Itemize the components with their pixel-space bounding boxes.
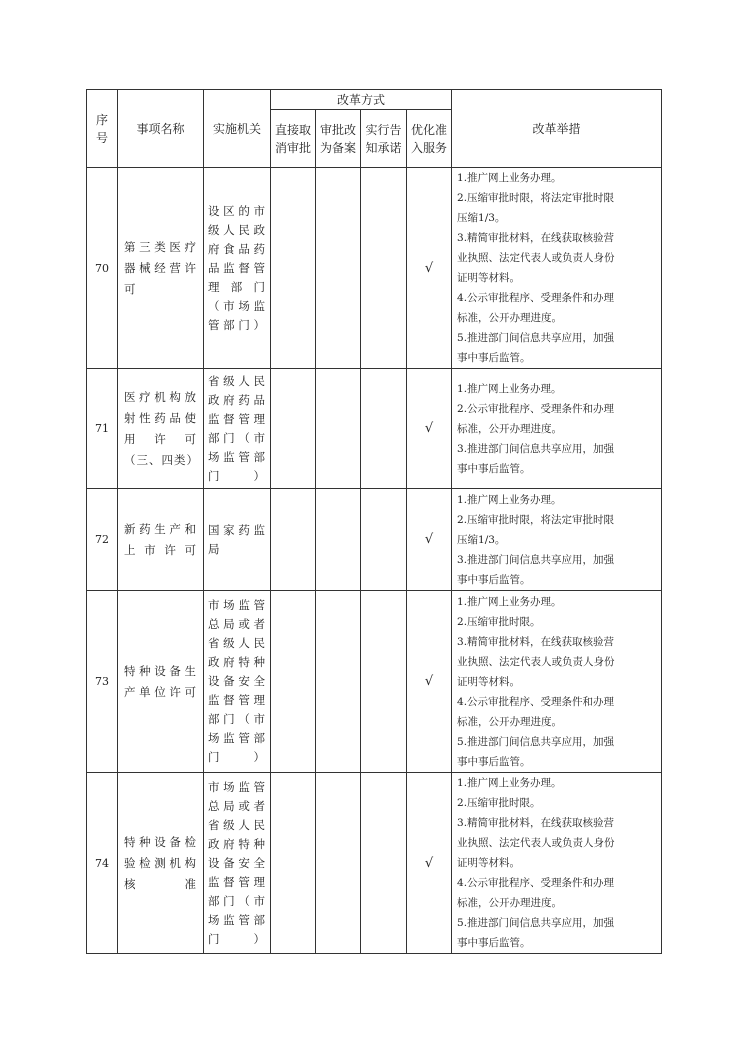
row-number: 72: [87, 489, 118, 591]
measure-line: 证明等材料。: [457, 272, 521, 284]
check-mark: √: [407, 489, 452, 591]
header-measures: 改革举措: [452, 90, 662, 168]
cell-notify: [361, 168, 407, 369]
row-number: 73: [87, 591, 118, 773]
header-reform-method: 改革方式: [271, 90, 452, 110]
implementing-agency: 国家药监局: [204, 489, 271, 591]
measure-line: 事中事后监管。: [457, 462, 531, 475]
measure-line: 1.推广网上业务办理。: [457, 595, 562, 608]
measure-line: 1.推广网上业务办理。: [457, 382, 562, 395]
header-seq: 序号: [87, 90, 118, 168]
cell-filing: [316, 168, 361, 369]
measure-line: 4.公示审批程序、受理条件和办理: [457, 877, 615, 889]
header-method-cancel: 直接取消审批: [271, 110, 316, 168]
measure-line: 3.推进部门间信息共享应用，加强: [457, 553, 615, 566]
implementing-agency: 市场监管总局或者省级人民政府特种设备安全监督管理部门（市场监管部门）: [204, 773, 271, 954]
measure-line: 3.精简审批材料，在线获取核验营: [457, 232, 615, 244]
cell-notify: [361, 773, 407, 954]
reform-measures: [452, 489, 662, 591]
cell-cancel: [271, 369, 316, 489]
measure-line: 事中事后监管。: [457, 352, 531, 364]
measure-line: 3.精简审批材料，在线获取核验营: [457, 817, 615, 829]
implementing-agency: 设区的市级人民政府食品药品监督管理部门（市场监管部门）: [204, 168, 271, 369]
check-mark: √: [407, 591, 452, 773]
measure-line: 1.推广网上业务办理。: [457, 172, 562, 184]
table-row: [87, 773, 662, 954]
item-name: 第三类医疗器械经营许可: [118, 168, 204, 369]
table-row: [87, 591, 662, 773]
cell-cancel: [271, 489, 316, 591]
cell-cancel: [271, 773, 316, 954]
measure-line: 业执照、法定代表人或负责人身份: [457, 837, 615, 849]
measure-line: 5.推进部门间信息共享应用，加强: [457, 735, 615, 748]
measure-line: 4.公示审批程序、受理条件和办理: [457, 695, 615, 708]
header-agency: 实施机关: [204, 90, 271, 168]
measure-line: 5.推进部门间信息共享应用，加强: [457, 917, 615, 929]
implementing-agency: 省级人民政府药品监督管理部门（市场监管部门）: [204, 369, 271, 489]
measure-line: 2.压缩审批时限。: [457, 615, 541, 628]
measure-line: 2.公示审批程序、受理条件和办理: [457, 402, 615, 415]
measure-line: 2.压缩审批时限，将法定审批时限: [457, 513, 615, 526]
header-method-optimize: 优化准入服务: [407, 110, 452, 168]
table-row: [87, 168, 662, 369]
table-row: [87, 489, 662, 591]
measure-line: 事中事后监管。: [457, 755, 531, 768]
item-name: 新药生产和上市许可: [118, 489, 204, 591]
implementing-agency: 市场监管总局或者省级人民政府特种设备安全监督管理部门（市场监管部门）: [204, 591, 271, 773]
check-mark: √: [407, 773, 452, 954]
measure-line: 3.推进部门间信息共享应用，加强: [457, 442, 615, 455]
cell-filing: [316, 489, 361, 591]
reform-measures: [452, 369, 662, 489]
measure-line: 证明等材料。: [457, 857, 521, 869]
cell-notify: [361, 591, 407, 773]
reform-measures: [452, 773, 662, 954]
reform-table: [86, 89, 662, 954]
header-method-filing: 审批改为备案: [316, 110, 361, 168]
cell-cancel: [271, 168, 316, 369]
measure-line: 压缩1/3。: [457, 533, 506, 546]
measure-line: 压缩1/3。: [457, 212, 506, 224]
cell-filing: [316, 773, 361, 954]
table-row: [87, 369, 662, 489]
measure-line: 事中事后监管。: [457, 573, 531, 586]
item-name: 特种设备生产单位许可: [118, 591, 204, 773]
row-number: 71: [87, 369, 118, 489]
header-method-notify: 实行告知承诺: [361, 110, 407, 168]
measure-line: 1.推广网上业务办理。: [457, 493, 562, 506]
cell-notify: [361, 489, 407, 591]
reform-measures: [452, 591, 662, 773]
check-mark: √: [407, 168, 452, 369]
check-mark: √: [407, 369, 452, 489]
row-number: 70: [87, 168, 118, 369]
cell-filing: [316, 591, 361, 773]
cell-cancel: [271, 591, 316, 773]
measure-line: 标准，公开办理进度。: [457, 897, 563, 909]
measure-line: 2.压缩审批时限。: [457, 797, 541, 809]
measure-line: 1.推广网上业务办理。: [457, 777, 562, 789]
measure-line: 事中事后监管。: [457, 937, 531, 949]
measure-line: 2.压缩审批时限，将法定审批时限: [457, 192, 615, 204]
cell-filing: [316, 369, 361, 489]
cell-notify: [361, 369, 407, 489]
measure-line: 5.推进部门间信息共享应用，加强: [457, 332, 615, 344]
reform-measures: [452, 168, 662, 369]
measure-line: 业执照、法定代表人或负责人身份: [457, 655, 615, 668]
measure-line: 标准，公开办理进度。: [457, 715, 563, 728]
row-number: 74: [87, 773, 118, 954]
measure-line: 标准，公开办理进度。: [457, 312, 563, 324]
measure-line: 标准，公开办理进度。: [457, 422, 563, 435]
measure-line: 业执照、法定代表人或负责人身份: [457, 252, 615, 264]
header-name: 事项名称: [118, 90, 204, 168]
measure-line: 证明等材料。: [457, 675, 521, 688]
measure-line: 3.精简审批材料，在线获取核验营: [457, 635, 615, 648]
item-name: 特种设备检验检测机构核准: [118, 773, 204, 954]
item-name: 医疗机构放射性药品使用许可（三、四类）: [118, 369, 204, 489]
measure-line: 4.公示审批程序、受理条件和办理: [457, 292, 615, 304]
